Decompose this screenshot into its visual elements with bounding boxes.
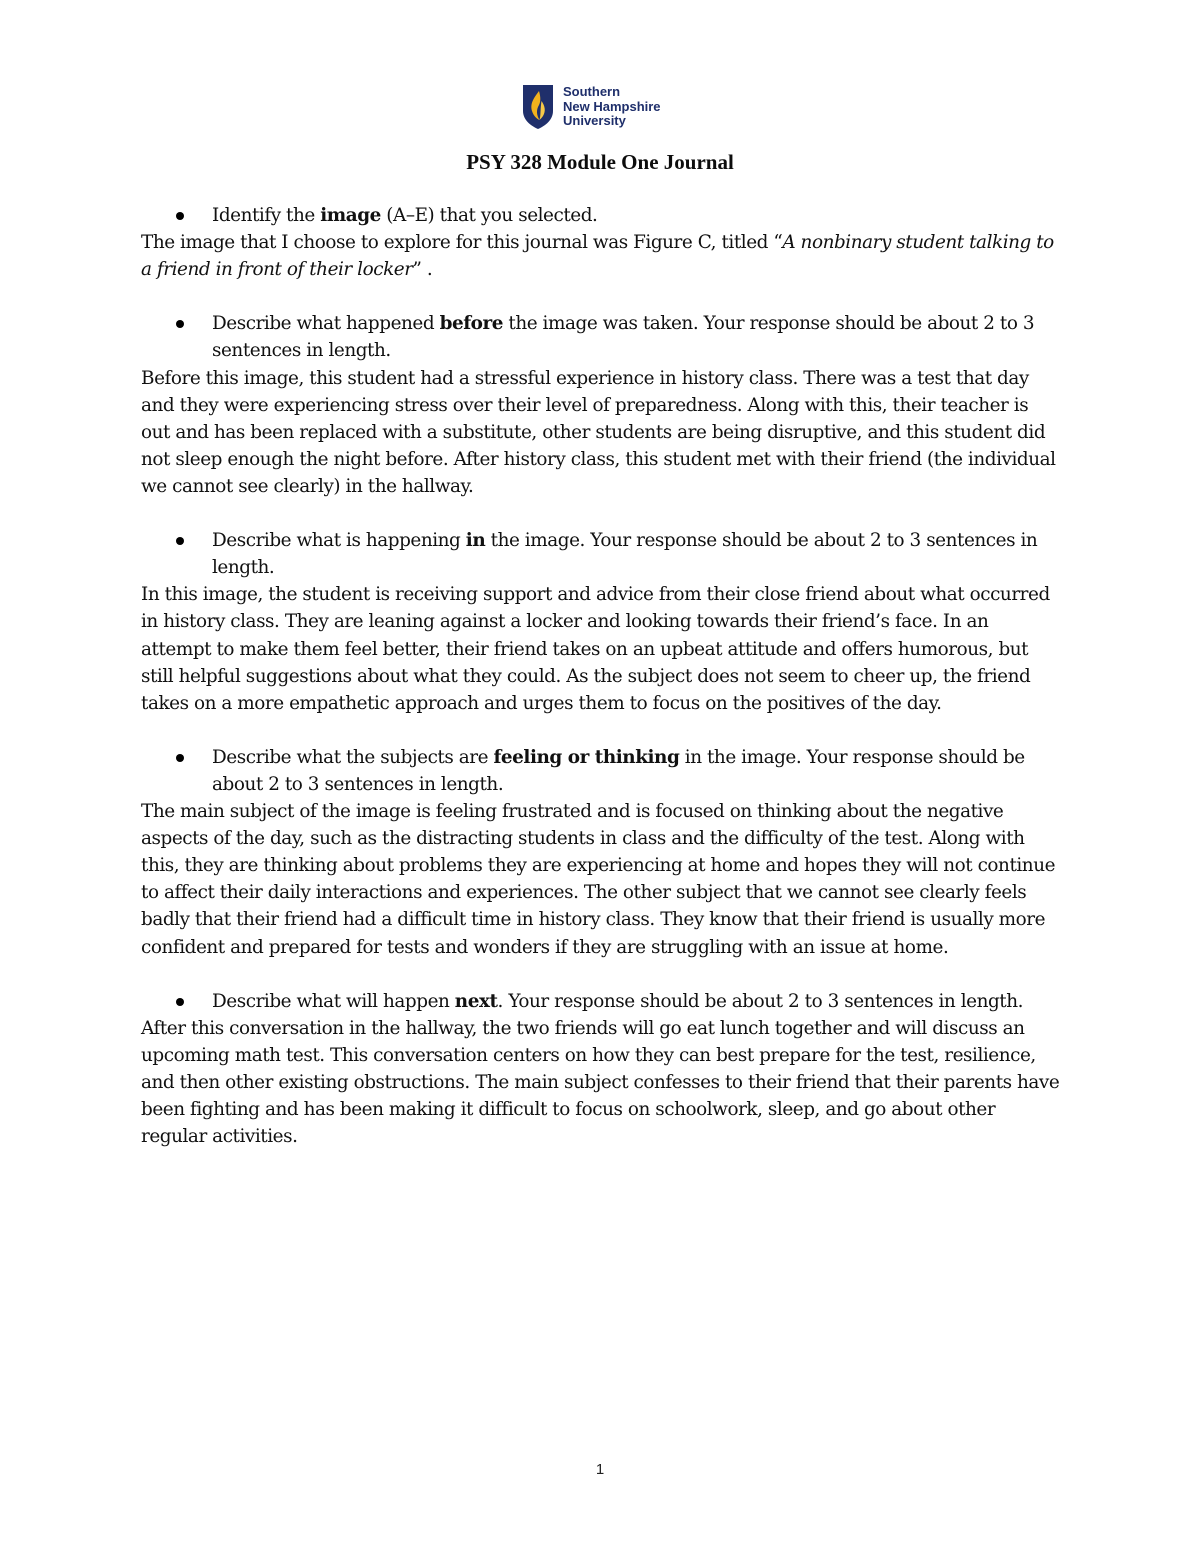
spacer <box>141 961 1061 988</box>
bullet-icon <box>176 754 184 762</box>
prompt-image: Identify the image (A–E) that you selected. <box>141 202 1061 229</box>
prompt-feeling: Describe what the subjects are feeling or thinking in the image. Your response should be about 2 to 3 sentences in length. <box>141 744 1061 798</box>
bullet-icon <box>176 320 184 328</box>
spacer <box>141 717 1061 744</box>
prompt-in: Describe what is happening in the image. Your response should be about 2 to 3 sentences in length. <box>141 527 1061 581</box>
flame-shield-icon <box>522 84 554 130</box>
bullet-icon <box>176 998 184 1006</box>
university-logo <box>522 84 692 134</box>
answer-in: In this image, the student is receiving support and advice from their close friend about what occurred in history class. They are leaning against a locker and looking towards their friend’s face. In an attempt to make them feel better, their friend takes on an upbeat attitude and offers humorous, but still helpful suggestions about what they could. As the subject does not seem to cheer up, the friend takes on a more empathetic approach and urges them to focus on the positives of the day. <box>141 584 1050 714</box>
logo-line-2: New Hampshire <box>563 98 661 114</box>
logo-line-3: University <box>563 113 626 128</box>
logo-wordmark <box>563 85 661 129</box>
spacer <box>141 283 1061 310</box>
answer-image: The image that I choose to explore for this journal was Figure C, titled “A nonbinary student talking to a friend in front of their locker” . <box>141 232 1054 281</box>
prompt-next: Describe what will happen next. Your response should be about 2 to 3 sentences in length. <box>141 988 1061 1015</box>
answer-next: After this conversation in the hallway, the two friends will go eat lunch together and will discuss an upcoming math test. This conversation centers on how they can best prepare for the test, resilience, and then other existing obstructions. The main subject confesses to their friend that their parents have been fighting and has been making it difficult to focus on schoolwork, sleep, and go about other regular activities. <box>141 1017 1060 1148</box>
logo-line-1: Southern <box>563 84 621 99</box>
bullet-icon <box>176 537 184 545</box>
journal-body <box>141 202 1061 1150</box>
page-number: 1 <box>595 1461 605 1478</box>
answer-before: Before this image, this student had a stressful experience in history class. There was a test that day and they were experiencing stress over their level of preparedness. Along with this, their teacher is out and has been replaced with a substitute, other students are being disruptive, and this student did not sleep enough the night before. After history class, this student met with their friend (the individual we cannot see clearly) in the hallway. <box>141 367 1056 497</box>
spacer <box>141 500 1061 527</box>
answer-feeling: The main subject of the image is feeling frustrated and is focused on thinking about the negative aspects of the day, such as the distracting students in class and the difficulty of the test. Along with this, they are thinking about problems they are experiencing at home and hopes they will not continue to affect their daily interactions and experiences. The other subject that we cannot see clearly feels badly that their friend had a difficult time in history class. They know that their friend is usually more confident and prepared for tests and wonders if they are struggling with an issue at home. <box>141 801 1056 958</box>
prompt-before: Describe what happened before the image was taken. Your response should be about 2 to 3 sentences in length. <box>141 310 1061 364</box>
document-title: PSY 328 Module One Journal <box>466 150 734 174</box>
bullet-icon <box>176 212 184 220</box>
